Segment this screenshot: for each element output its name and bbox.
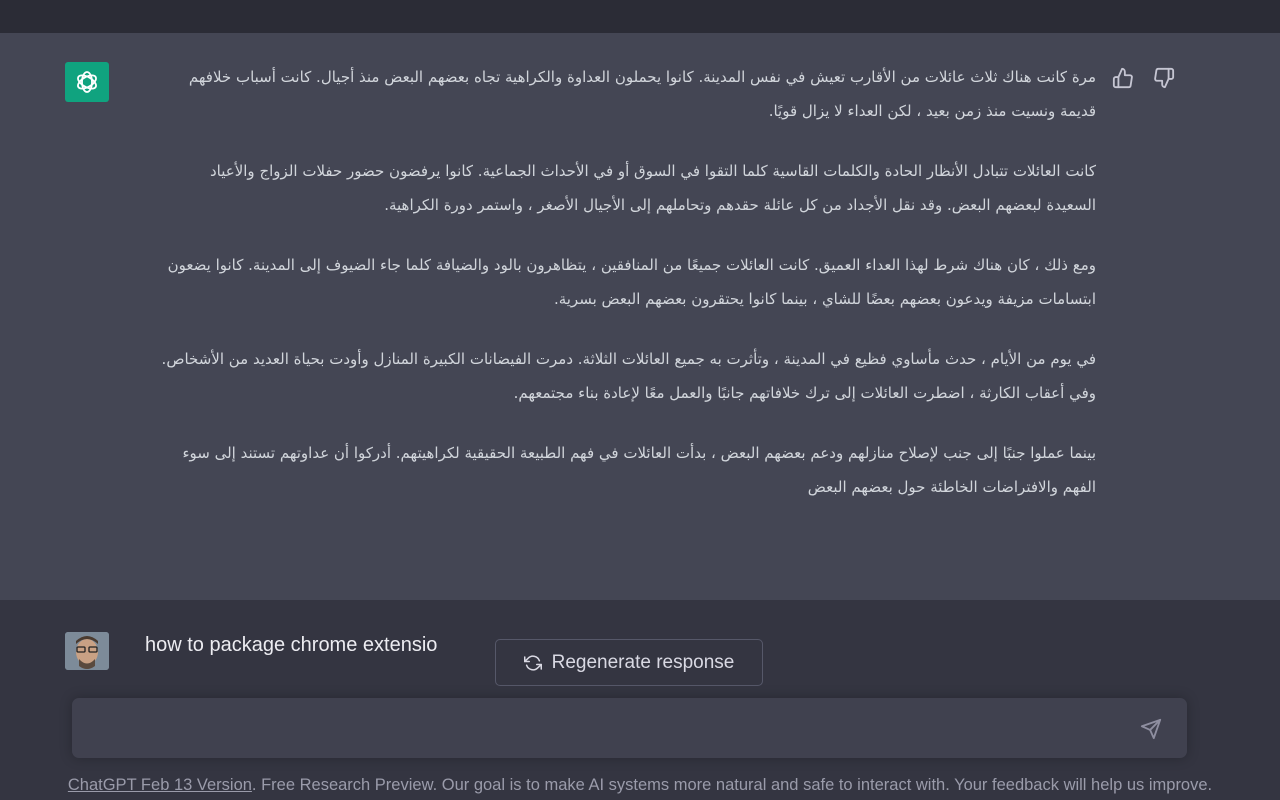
message-composer	[72, 698, 1187, 758]
openai-logo-icon	[72, 67, 102, 97]
thumbs-down-icon	[1153, 67, 1175, 89]
assistant-avatar	[65, 62, 109, 102]
assistant-paragraph: كانت العائلات تتبادل الأنظار الحادة والكلمات القاسية كلما التقوا في السوق أو في الأحداث الجماعية. كانوا يرفضون حضور حفلات الزواج والأعياد السعيدة لبعضهم البعض. وقد نقل الأجداد من كل عائلة حقدهم وتحاملهم إلى الأجيال الأصغر ، واستمر دورة الكراهية.	[209, 162, 1096, 214]
user-avatar	[65, 632, 109, 670]
assistant-paragraph: في يوم من الأيام ، حدث مأساوي فظيع في المدينة ، وتأثرت به جميع العائلات الثلاثة. دمرت الفيضانات الكبيرة المنازل وأودت بحياة العديد من الأشخاص. وفي أعقاب الكارثة ، اضطرت العائلات إلى ترك خلافاتهم جانبًا والعمل معًا لإعادة بناء مجتمعهم.	[161, 350, 1096, 402]
send-icon	[1140, 718, 1162, 740]
regenerate-label: Regenerate response	[551, 651, 735, 673]
refresh-icon	[524, 654, 542, 672]
regenerate-response-button[interactable]	[495, 639, 763, 686]
assistant-paragraph: مرة كانت هناك ثلاث عائلات من الأقارب تعيش في نفس المدينة. كانوا يحملون العداوة والكراهية تجاه بعضهم البعض منذ أجيال. كانت أسباب خلافهم قديمة ونسيت منذ زمن بعيد ، لكن العداء لا يزال قويًا.	[188, 68, 1096, 120]
footer-text: . Free Research Preview. Our goal is to make AI systems more natural and safe to interact with. Your feedback will help us improve.	[251, 776, 1213, 794]
thumbs-up-button[interactable]	[1111, 66, 1135, 90]
send-button[interactable]	[1140, 718, 1164, 742]
user-photo-icon	[65, 632, 109, 670]
user-message: how to package chrome extensio	[145, 634, 438, 656]
assistant-paragraph: بينما عملوا جنبًا إلى جنب لإصلاح منازلهم ودعم بعضهم البعض ، بدأت العائلات في فهم الطبيعة الحقيقية لكراهيتهم. أدركوا أن عداوتهم تستند إلى سوء الفهم والافتراضات الخاطئة حول بعضهم البعض	[182, 444, 1096, 496]
thumbs-up-icon	[1112, 67, 1134, 89]
assistant-paragraph: ومع ذلك ، كان هناك شرط لهذا العداء العميق. كانت العائلات جميعًا من المنافقين ، يتظاهرون بالود والضيافة كلما جاء الضيوف إلى المدينة. كانوا يضعون ابتسامات مزيفة ويدعون بعضهم بعضًا للشاي ، بينما كانوا يحتقرون بعضهم البعض بسرية.	[167, 256, 1096, 308]
top-bar	[0, 0, 1280, 33]
assistant-message	[160, 60, 1096, 530]
footer-disclaimer	[0, 776, 1280, 795]
thumbs-down-button[interactable]	[1152, 66, 1176, 90]
version-link[interactable]: ChatGPT Feb 13 Version	[67, 776, 252, 794]
message-input[interactable]	[90, 712, 1114, 748]
